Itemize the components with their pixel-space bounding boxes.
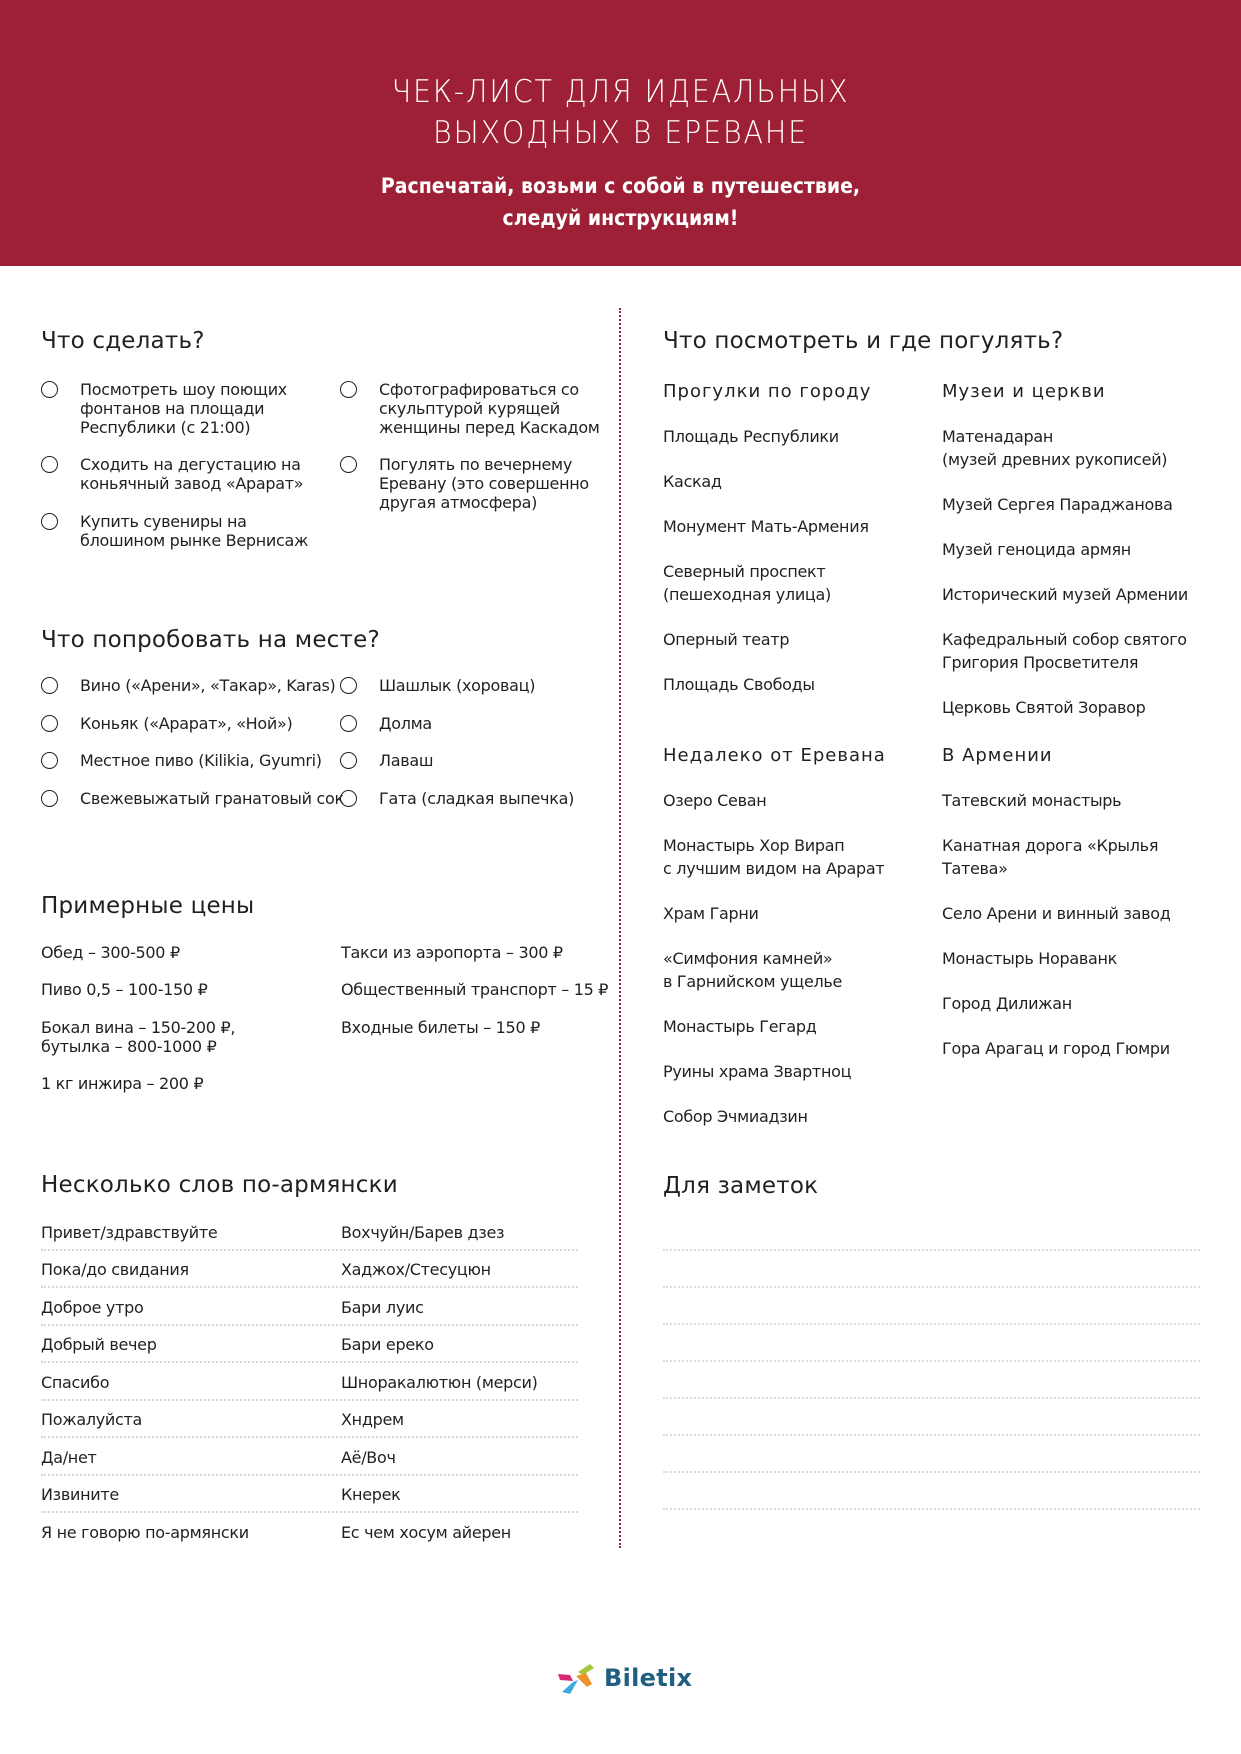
place-item — [663, 1060, 933, 1083]
place-line: Матенадаран — [942, 427, 1054, 446]
checkbox-circle[interactable] — [340, 715, 357, 732]
taste-item-label: Коньяк («Арарат», «Ной») — [80, 714, 293, 733]
taste-heading: Что попробовать на месте? — [41, 627, 380, 653]
checkbox-circle[interactable] — [340, 790, 357, 807]
place-line: (пешеходная улица) — [663, 585, 831, 604]
todo-item-line: скульптурой курящей — [379, 399, 560, 418]
taste-item-label: Вино («Арени», «Такар», Karas) — [80, 676, 336, 695]
place-item — [663, 947, 933, 993]
phrase-row — [41, 1514, 578, 1551]
place-item — [942, 493, 1212, 516]
phrase-row — [41, 1289, 578, 1326]
place-item — [942, 538, 1212, 561]
page-title — [50, 72, 1192, 154]
phrase-row — [41, 1439, 578, 1476]
place-item — [942, 947, 1212, 970]
phrase-armenian: Шноракалютюн (мерси) — [341, 1373, 538, 1392]
checkbox-circle[interactable] — [41, 677, 58, 694]
price-line: Бокал вина – 150-200 ₽, — [41, 1018, 236, 1037]
place-line: Площадь Свободы — [663, 675, 815, 694]
sights-heading: Что посмотреть и где погулять? — [663, 328, 1064, 354]
place-item — [663, 425, 933, 448]
todo-item[interactable] — [41, 380, 287, 437]
phrase-armenian: Бари луис — [341, 1298, 424, 1317]
todo-item-label — [80, 455, 303, 493]
place-item — [663, 560, 933, 606]
taste-item[interactable] — [41, 676, 335, 695]
place-line: Исторический музей Армении — [942, 585, 1188, 604]
phrase-russian: Доброе утро — [41, 1298, 144, 1317]
place-line: Храм Гарни — [663, 904, 759, 923]
todo-item-line: Еревану (это совершенно — [379, 474, 589, 493]
place-line: Оперный театр — [663, 630, 790, 649]
taste-item-label: Местное пиво (Kilikia, Gyumri) — [80, 751, 322, 770]
price-item — [41, 943, 180, 962]
prices-heading: Примерные цены — [41, 893, 255, 919]
taste-item[interactable] — [41, 751, 322, 770]
phrase-row — [41, 1476, 578, 1513]
place-item — [942, 628, 1212, 674]
place-line: Григория Просветителя — [942, 653, 1139, 672]
place-item — [942, 789, 1212, 812]
todo-item-line: Сфотографироваться со — [379, 380, 579, 399]
notes-heading: Для заметок — [663, 1173, 819, 1199]
taste-item[interactable] — [340, 714, 432, 733]
checkbox-circle[interactable] — [41, 381, 58, 398]
todo-item-line: Республики (с 21:00) — [80, 418, 251, 437]
place-line: (музей древних рукописей) — [942, 450, 1168, 469]
place-line: Монастырь Гегард — [663, 1017, 817, 1036]
price-item — [341, 943, 563, 962]
place-line: Монастырь Нораванк — [942, 949, 1118, 968]
todo-item-line: Посмотреть шоу поющих — [80, 380, 287, 399]
place-line: Монастырь Хор Вирап — [663, 836, 845, 855]
checkbox-circle[interactable] — [340, 752, 357, 769]
note-line[interactable] — [663, 1360, 1200, 1362]
taste-item[interactable] — [340, 751, 433, 770]
column-divider — [619, 308, 621, 1548]
page-subtitle-line-2: следуй инструкциям! — [502, 206, 739, 230]
phrase-russian: Пока/до свидания — [41, 1260, 189, 1279]
todo-item-line: другая атмосфера) — [379, 493, 538, 512]
price-line: бутылка – 800-1000 ₽ — [41, 1037, 217, 1056]
price-item — [41, 1074, 203, 1093]
phrases-heading: Несколько слов по-армянски — [41, 1172, 398, 1198]
place-line: Город Дилижан — [942, 994, 1072, 1013]
place-line: Музей Сергея Параджанова — [942, 495, 1173, 514]
taste-item-label: Долма — [379, 714, 432, 733]
place-line: Монумент Мать-Армения — [663, 517, 869, 536]
price-item — [41, 1018, 235, 1056]
place-item — [942, 902, 1212, 925]
place-line: Каскад — [663, 472, 722, 491]
sights-group-title-nearby: Недалеко от Еревана — [663, 745, 886, 766]
price-line: Пиво 0,5 – 100-150 ₽ — [41, 980, 208, 999]
todo-item-line: Погулять по вечернему — [379, 455, 572, 474]
todo-item[interactable] — [340, 455, 589, 512]
phrase-armenian: Аё/Воч — [341, 1448, 396, 1467]
phrase-row — [41, 1364, 578, 1401]
todo-item-label — [379, 380, 600, 437]
place-line: Татева» — [942, 859, 1008, 878]
place-line: Северный проспект — [663, 562, 826, 581]
taste-item-label: Свежевыжатый гранатовый сок — [80, 789, 344, 808]
place-item — [942, 1037, 1212, 1060]
place-item — [663, 789, 933, 812]
place-item — [663, 515, 933, 538]
taste-item[interactable] — [41, 714, 292, 733]
phrase-row — [41, 1326, 578, 1363]
price-item — [341, 980, 608, 999]
place-item — [663, 1105, 933, 1128]
place-item — [942, 583, 1212, 606]
place-line: «Симфония камней» — [663, 949, 833, 968]
phrase-armenian: Вохчуйн/Барев дзез — [341, 1223, 505, 1242]
place-line: Музей геноцида армян — [942, 540, 1131, 559]
note-line[interactable] — [663, 1249, 1200, 1251]
page-title-line-1: ЧЕК-ЛИСТ ДЛЯ ИДЕАЛЬНЫХ — [391, 74, 850, 110]
price-line: Обед – 300-500 ₽ — [41, 943, 180, 962]
place-item — [663, 628, 933, 651]
place-item — [942, 425, 1212, 471]
note-line[interactable] — [663, 1397, 1200, 1399]
todo-item[interactable] — [340, 380, 600, 437]
phrase-russian: Добрый вечер — [41, 1335, 157, 1354]
todo-item-label — [80, 380, 287, 437]
todo-item-line: Купить сувениры на — [80, 512, 247, 531]
place-item — [663, 902, 933, 925]
checkbox-circle[interactable] — [41, 752, 58, 769]
checkbox-circle[interactable] — [41, 715, 58, 732]
checkbox-circle[interactable] — [41, 456, 58, 473]
note-line[interactable] — [663, 1323, 1200, 1325]
checkbox-circle[interactable] — [340, 381, 357, 398]
phrase-armenian: Кнерек — [341, 1485, 401, 1504]
taste-item-label: Гата (сладкая выпечка) — [379, 789, 575, 808]
place-item — [663, 1015, 933, 1038]
place-line: Гора Арагац и город Гюмри — [942, 1039, 1170, 1058]
place-line: Озеро Севан — [663, 791, 767, 810]
page-subtitle-line-1: Распечатай, возьми с собой в путешествие, — [380, 174, 861, 198]
phrase-russian: Привет/здравствуйте — [41, 1223, 218, 1242]
place-item — [663, 673, 933, 696]
todo-item-line: Сходить на дегустацию на — [80, 455, 301, 474]
phrase-russian: Извините — [41, 1485, 119, 1504]
checkbox-circle[interactable] — [41, 513, 58, 530]
biletix-logo-icon — [556, 1660, 598, 1696]
phrase-armenian: Хндрем — [341, 1410, 404, 1429]
place-line: в Гарнийском ущелье — [663, 972, 843, 991]
place-line: Церковь Святой Зоравор — [942, 698, 1146, 717]
todo-item-label — [80, 512, 308, 550]
note-line[interactable] — [663, 1286, 1200, 1288]
todo-item[interactable] — [41, 512, 308, 550]
checkbox-circle[interactable] — [340, 677, 357, 694]
note-line[interactable] — [663, 1508, 1200, 1510]
sights-group-title-city: Прогулки по городу — [663, 381, 872, 402]
place-item — [663, 834, 933, 880]
place-line: Татевский монастырь — [942, 791, 1122, 810]
phrase-armenian: Бари ереко — [341, 1335, 434, 1354]
place-line: Собор Эчмиадзин — [663, 1107, 808, 1126]
taste-item[interactable] — [41, 789, 344, 808]
phrase-russian: Спасибо — [41, 1373, 110, 1392]
todo-item-line: женщины перед Каскадом — [379, 418, 600, 437]
biletix-logo — [556, 1660, 692, 1696]
price-item — [41, 980, 207, 999]
note-line[interactable] — [663, 1471, 1200, 1473]
note-line[interactable] — [663, 1434, 1200, 1436]
todo-item-line: коньячный завод «Арарат» — [80, 474, 304, 493]
todo-heading: Что сделать? — [41, 328, 205, 354]
place-item — [942, 834, 1212, 880]
place-line: Руины храма Звартноц — [663, 1062, 852, 1081]
todo-item-label — [379, 455, 589, 512]
phrase-russian: Да/нет — [41, 1448, 97, 1467]
page-subtitle — [62, 170, 1179, 234]
phrase-russian: Пожалуйста — [41, 1410, 143, 1429]
todo-item[interactable] — [41, 455, 303, 493]
price-line: 1 кг инжира – 200 ₽ — [41, 1074, 204, 1093]
sights-group-title-museums: Музеи и церкви — [942, 381, 1106, 402]
checkbox-circle[interactable] — [340, 456, 357, 473]
sights-group-title-armenia: В Армении — [942, 745, 1053, 766]
phrase-row — [41, 1251, 578, 1288]
phrase-row — [41, 1401, 578, 1438]
taste-item[interactable] — [340, 676, 535, 695]
todo-item-line: блошином рынке Вернисаж — [80, 531, 309, 550]
phrase-armenian: Хаджох/Стесуцюн — [341, 1260, 491, 1279]
taste-item-label: Лаваш — [379, 751, 434, 770]
place-line: Село Арени и винный завод — [942, 904, 1171, 923]
place-line: с лучшим видом на Арарат — [663, 859, 885, 878]
header-banner — [0, 0, 1241, 266]
price-line: Такси из аэропорта – 300 ₽ — [341, 943, 563, 962]
place-line: Кафедральный собор святого — [942, 630, 1187, 649]
place-line: Канатная дорога «Крылья — [942, 836, 1159, 855]
todo-item-line: фонтанов на площади — [80, 399, 265, 418]
place-item — [663, 470, 933, 493]
phrase-russian: Я не говорю по-армянски — [41, 1523, 249, 1542]
taste-item-label: Шашлык (хоровац) — [379, 676, 536, 695]
price-line: Входные билеты – 150 ₽ — [341, 1018, 540, 1037]
page-title-line-2: ВЫХОДНЫХ В ЕРЕВАНЕ — [433, 115, 808, 151]
checkbox-circle[interactable] — [41, 790, 58, 807]
phrase-armenian: Ес чем хосум айерен — [341, 1523, 511, 1542]
price-item — [341, 1018, 540, 1037]
logo-text: Biletix — [604, 1664, 693, 1692]
place-item — [942, 696, 1212, 719]
place-item — [942, 992, 1212, 1015]
phrase-row — [41, 1214, 578, 1251]
price-line: Общественный транспорт – 15 ₽ — [341, 980, 609, 999]
taste-item[interactable] — [340, 789, 574, 808]
place-line: Площадь Республики — [663, 427, 839, 446]
